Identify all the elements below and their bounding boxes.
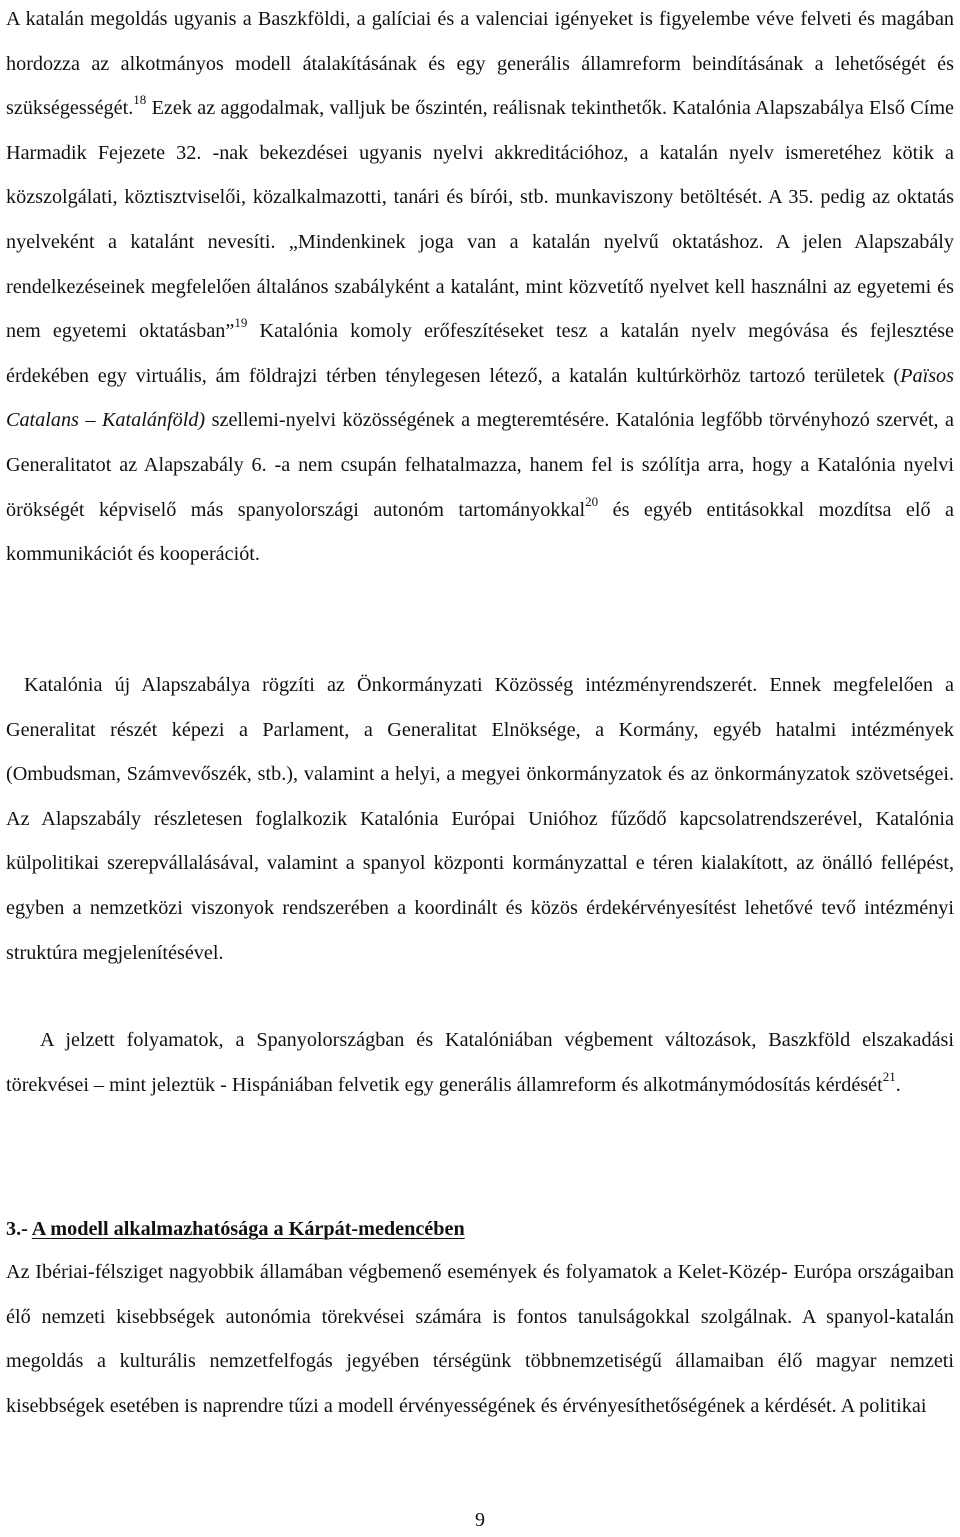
paragraph-3-end: . — [895, 1073, 901, 1096]
paragraph-3-text: A jelzett folyamatok, a Spanyolországban és Katalóniában végbement változások, Baszkföld elszakadási törekvései – mint jeleztük - Hispániában felvetik egy generális államreform és alkotmánymódosítás kérdését — [6, 1029, 954, 1096]
paragraph-1-text-e: és egyéb entitásokkal mozdítsa elő a kommunikációt és kooperációt. — [6, 498, 954, 566]
paragraph-1-text-c: Katalónia komoly erőfeszítéseket tesz a katalán nyelv megóvása és fejlesztése érdekében egy virtuális, ám földrajzi térben ténylegesen létező, a katalán kultúrkörhöz tartozó területek ( — [6, 320, 954, 387]
paragraph-1-text-a: A katalán megoldás ugyanis a Baszkföldi, a galíciai és a valenciai igényeket is figyelembe véve felveti és magában hordozza az alkotmányos modell átalakításának és egy generális államreform beindításának a lehetőségét és szükségességét. — [6, 8, 954, 120]
paragraph-1 — [6, 0, 954, 577]
paragraph-3 — [6, 1018, 954, 1107]
paragraph-1-text-d: szellemi-nyelvi közösségének a megteremtésére. Katalónia legfőbb törvényhozó szervét, a Generalitatot az Alapszabály 6. -a nem csupán felhatalmazza, hanem fel is szólítja arra, hogy a Katalónia nyelvi örökségét képviselő más spanyolországi autonóm tartományokkal — [6, 409, 954, 521]
paragraph-2-text: Katalónia új Alapszabálya rögzíti az Önkormányzati Közösség intézményrendszerét. Ennek megfelelően a Generalitat részét képezi a Parlament, a Generalitat Elnöksége, a Kormány, egyéb hatalmi intézmények (Ombudsman, Számvevőszék, stb.), valamint a helyi, a megyei önkormányzatok és az önkormányzatok szövetségei. Az Alapszabály részletesen foglalkozik Katalónia Európai Unióhoz fűződő kapcsolatrendszerével, Katalónia külpolitikai szerepvállalásával, valamint a spanyol központi kormányzattal e téren kialakított, az önálló fellépést, egyben a nemzetközi viszonyok rendszerében a koordinált és közös érdekérvényesítést lehetővé tevő intézményi struktúra megjelenítésével. — [6, 674, 954, 964]
paragraph-1-text-b: Ezek az aggodalmak, valljuk be őszintén, reálisnak tekinthetők. Katalónia Alapszabálya Első Címe Harmadik Fejezete 32. -nak bekezdései ugyanis nyelvi akkreditációhoz, a katalán nyelv ismeretéhez kötik a közszolgálati, köztisztviselői, közalkalmazotti, tanári és bírói, stb. munkaviszony betöltését. A 35. pedig az oktatás nyelveként a katalánt nevesíti. „Mindenkinek joga van a katalán nyelvű oktatáshoz. A jelen Alapszabály rendelkezéseinek megfelelően általános szabályként a katalánt, mint közvetítő nyelvet kell használni az egyetemi és nem egyetemi oktatásban” — [6, 97, 954, 343]
section-heading-number: 3.- — [6, 1218, 32, 1240]
footnote-ref-20[interactable]: 20 — [585, 493, 599, 509]
paragraph-4 — [6, 1250, 954, 1428]
paragraph-4-text: Az Ibériai-félsziget nagyobbik államában végbemenő események és folyamatok a Kelet-Közép- Európa országaiban élő nemzeti kisebbségek autonómia törekvései számára is fontos tanulságokkal szolgálnak. A spanyol-katalán megoldás a kulturális nemzetfelfogás jegyében térségünk többnemzetiségű államaiban élő magyar nemzeti kisebbségek esetében is naprendre tűzi a modell érvényességének és érvényesíthetőségének a kérdését. A politikai — [6, 1261, 954, 1417]
footnote-ref-19[interactable]: 19 — [234, 315, 248, 331]
paragraph-2 — [6, 663, 954, 975]
page-number: 9 — [475, 1509, 485, 1531]
section-heading-title: A modell alkalmazhatósága a Kárpát-medencében — [31, 1218, 465, 1240]
footnote-ref-18[interactable]: 18 — [133, 92, 147, 108]
footnote-ref-21[interactable]: 21 — [882, 1068, 896, 1084]
section-heading — [6, 1207, 954, 1252]
paragraph-1-italic: Països Catalans – Katalánföld) — [6, 364, 954, 432]
